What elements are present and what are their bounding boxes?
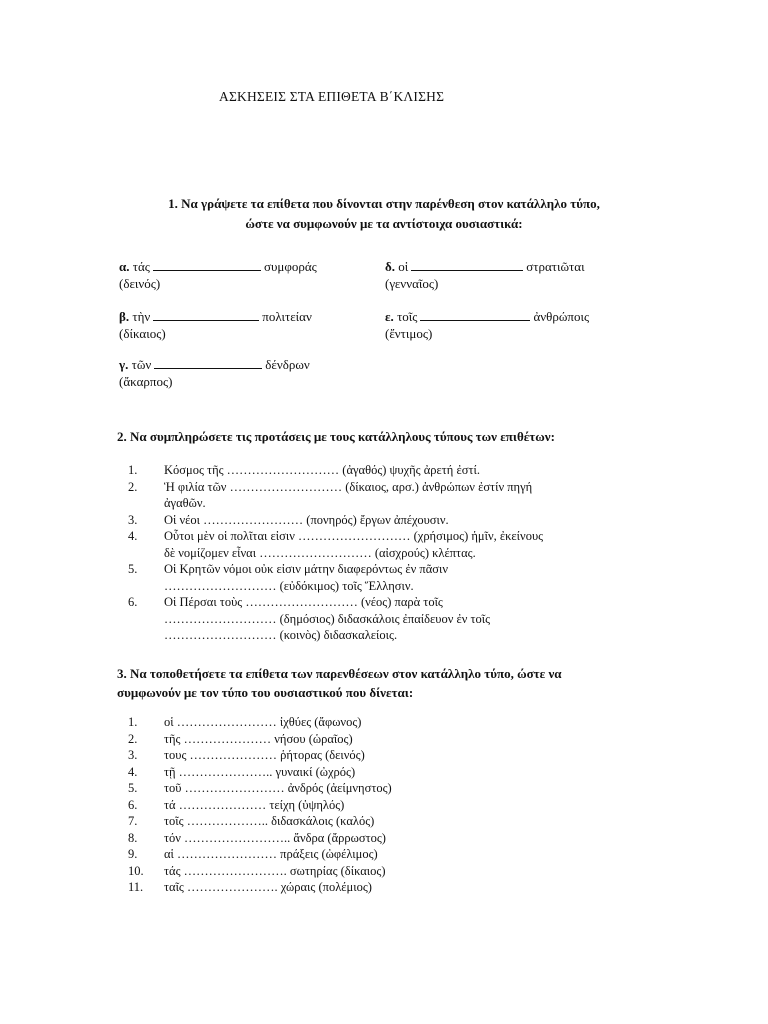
- exercise1-item-b: [119, 308, 312, 342]
- answer-blank[interactable]: [420, 310, 530, 321]
- item-text: Οἱ νέοι …………………… (πονηρός) ἔργων ἀπέχουσιν.: [164, 512, 449, 527]
- exercise1-item-c: [119, 356, 310, 390]
- item-noun: ἀνθρώποις: [533, 309, 590, 324]
- item-text: Οἱ Κρητῶν νόμοι οὐκ εἰσιν μάτην διαφερόντως ἐν πᾶσιν: [164, 562, 448, 576]
- item-text: οἱ …………………… ἰχθύες (ἄφωνος): [164, 715, 362, 729]
- exercise1-heading-line1: 1. Να γράψετε τα επίθετα που δίνονται στην παρένθεση στον κατάλληλο τύπο,: [168, 196, 600, 211]
- item-number: 3.: [128, 748, 138, 762]
- item-article: τοῖς: [397, 309, 418, 324]
- list-item: [128, 561, 543, 594]
- item-text: Κόσμος τῆς ……………………… (ἀγαθός) ψυχῆς ἀρετή ἐστί.: [164, 463, 480, 477]
- item-number: 1.: [128, 463, 138, 477]
- item-letter: δ.: [385, 259, 395, 274]
- item-text: δὲ νομίζομεν εἶναι ……………………… (αἰσχρούς) κλέπτας.: [164, 545, 476, 560]
- item-noun: στρατιῶται: [526, 259, 585, 274]
- list-item: [128, 846, 392, 863]
- item-hint: (ἔντιμος): [385, 326, 433, 341]
- item-number: 4.: [128, 764, 138, 779]
- item-number: 5.: [128, 781, 138, 795]
- item-hint: (δίκαιος): [119, 326, 166, 341]
- exercise3-heading: [117, 664, 562, 702]
- answer-blank[interactable]: [153, 310, 259, 321]
- exercise3-heading-line1: 3. Να τοποθετήσετε τα επίθετα των παρενθέσεων στον κατάλληλο τύπο, ώστε να: [117, 666, 562, 681]
- exercise1-heading-line2: ώστε να συμφωνούν με τα αντίστοιχα ουσιαστικά:: [245, 216, 523, 231]
- exercise3-list: [128, 714, 392, 896]
- item-letter: ε.: [385, 309, 394, 324]
- list-item: [128, 594, 543, 644]
- item-noun: δένδρων: [265, 357, 310, 372]
- list-item: [128, 747, 392, 764]
- list-item: [128, 479, 543, 512]
- item-text: Οὗτοι μὲν οἱ πολῖται εἰσιν ……………………… (χρήσιμος) ἡμῖν, ἐκείνους: [164, 529, 544, 543]
- list-item: [128, 797, 392, 814]
- item-text: τοῦ …………………… ἀνδρός (ἀείμνηστος): [164, 781, 392, 795]
- item-noun: πολιτείαν: [262, 309, 312, 324]
- list-item: [128, 528, 543, 561]
- item-article: τῶν: [131, 357, 152, 372]
- item-article: τὴν: [132, 309, 151, 324]
- list-item: [128, 863, 392, 880]
- item-number: 9.: [128, 847, 138, 861]
- item-number: 2.: [128, 479, 138, 494]
- answer-blank[interactable]: [154, 358, 262, 369]
- exercise1-item-e: [385, 308, 589, 342]
- item-hint: (γενναῖος): [385, 276, 439, 291]
- item-text: ……………………… (κοινὸς) διδασκαλείοις.: [164, 628, 398, 642]
- list-item: [128, 780, 392, 797]
- item-number: 1.: [128, 715, 138, 729]
- exercise3-heading-line2: συμφωνούν με τον τύπο του ουσιαστικού που δίνεται:: [117, 685, 414, 700]
- item-text: αἱ …………………… πράξεις (ὠφέλιμος): [164, 847, 378, 861]
- exercise2-heading: 2. Να συμπληρώσετε τις προτάσεις με τους κατάλληλους τύπους των επιθέτων:: [117, 429, 555, 444]
- exercise2-list: [128, 462, 543, 644]
- answer-blank[interactable]: [411, 260, 523, 271]
- list-item: [128, 813, 392, 830]
- item-text: Ἡ φιλία τῶν ……………………… (δίκαιος, αρσ.) ἀνθρώπων ἐστίν πηγή: [164, 479, 533, 494]
- item-number: 10.: [128, 863, 144, 878]
- item-number: 2.: [128, 731, 138, 746]
- item-letter: β.: [119, 309, 130, 324]
- item-text: τοῖς ……………….. διδασκάλοις (καλός): [164, 814, 375, 828]
- answer-blank[interactable]: [153, 260, 261, 271]
- list-item: [128, 731, 392, 748]
- item-noun: συμφοράς: [263, 259, 317, 274]
- exercise1-heading: [0, 194, 768, 234]
- item-number: 3.: [128, 512, 138, 527]
- item-number: 5.: [128, 562, 138, 576]
- item-hint: (δεινός): [119, 276, 161, 291]
- list-item: [128, 764, 392, 781]
- list-item: [128, 512, 543, 529]
- exercise1-item-a: [119, 258, 317, 292]
- item-text: τῇ ………………….. γυναικί (ὠχρός): [164, 764, 356, 779]
- page-title: ΑΣΚΗΣΕΙΣ ΣΤΑ ΕΠΙΘΕΤΑ Β΄ΚΛΙΣΗΣ: [219, 89, 445, 104]
- item-text: ……………………… (δημόσιος) διδασκάλοις ἐπαίδευον ἐν τοῖς: [164, 611, 491, 626]
- item-text: τάς ……………………. σωτηρίας (δίκαιος): [164, 863, 386, 878]
- item-text: τους ………………… ῥήτορας (δεινός): [164, 748, 365, 762]
- item-article: τάς: [132, 259, 150, 274]
- item-article: οἱ: [398, 259, 409, 274]
- item-number: 11.: [128, 880, 144, 894]
- item-text: τῆς ………………… νήσου (ὡραῖος): [164, 731, 353, 746]
- list-item: [128, 714, 392, 731]
- item-text: τόν …………………….. ἄνδρα (ἄρρωστος): [164, 830, 386, 845]
- item-text: Οἱ Πέρσαι τοὺς ……………………… (νέος) παρὰ τοῖς: [164, 595, 443, 609]
- item-text: ταῖς …………………. χώραις (πολέμιος): [164, 880, 372, 894]
- item-hint: (ἄκαρπος): [119, 374, 173, 389]
- item-number: 4.: [128, 529, 138, 543]
- item-text: τά ………………… τείχη (ὑψηλός): [164, 797, 345, 812]
- item-number: 6.: [128, 797, 138, 812]
- item-text: ……………………… (εὐδόκιμος) τοῖς Ἕλλησιν.: [164, 578, 414, 593]
- list-item: [128, 462, 543, 479]
- item-letter: α.: [119, 259, 130, 274]
- item-number: 6.: [128, 595, 138, 609]
- item-text: ἀγαθῶν.: [164, 496, 206, 510]
- item-letter: γ.: [119, 357, 129, 372]
- item-number: 7.: [128, 814, 138, 828]
- list-item: [128, 830, 392, 847]
- exercise1-item-d: [385, 258, 585, 292]
- item-number: 8.: [128, 830, 138, 845]
- list-item: [128, 879, 392, 896]
